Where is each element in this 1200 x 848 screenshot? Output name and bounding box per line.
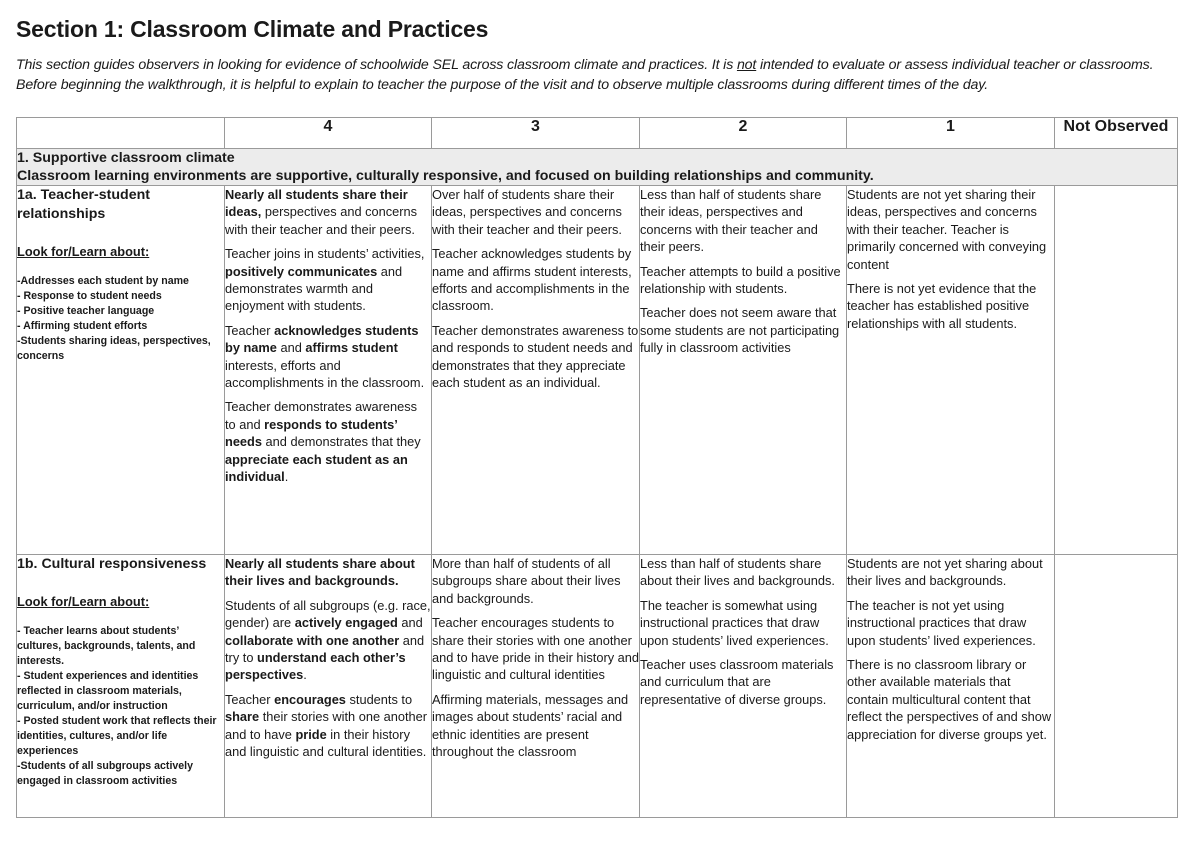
descriptor: Teacher does not seem aware that some students are not participating fully in classroom activities [640,305,840,356]
intro-text-start: This section guides observers in looking for evidence of schoolwide SEL across classroom climate and practices. It is [16,57,737,73]
level-4-cell [225,555,432,818]
criterion-name: 1a. Teacher-student relationships [17,187,150,222]
level-4-cell [225,186,432,555]
descriptor: The teacher is somewhat using instructional practices that draw upon students’ lived experiences. [640,597,829,648]
descriptor: Nearly all students share their ideas, perspectives and concerns with their teacher and their peers. [225,187,418,237]
not-observed-cell[interactable] [1055,186,1178,555]
intro-paragraph [16,56,1192,95]
descriptor: There is no classroom library or other available materials that contain multicultural content that reflect the perspectives of and show appreciation for diverse groups yet. [847,657,1052,742]
section-header [17,149,1178,186]
descriptor: Teacher acknowledges students by name and affirms student interests, efforts and accomplishments in the classroom. [225,322,425,391]
descriptor: The teacher is not yet using instructional practices that draw upon students’ lived experiences. [847,597,1036,648]
level-2-cell [640,186,847,555]
criterion-cell [17,555,225,818]
criterion-name: 1b. Cultural responsiveness [17,556,207,572]
criterion-cell [17,186,225,555]
look-for-list [17,274,224,364]
table-row [17,555,1178,818]
list-item: -Students of all subgroups actively engaged in classroom activities [17,760,194,787]
section-header-row [17,149,1178,186]
descriptor: Teacher demonstrates awareness to and responds to students’ needs and demonstrates that they appreciate each student as an individual. [225,399,421,485]
level-2-cell [640,555,847,818]
intro-underlined-word: not [736,57,757,73]
level-3-cell [432,555,640,818]
header-blank [17,118,225,149]
list-item: - Posted student work that reflects their identities, cultures, and/or life experiences [17,715,217,757]
descriptor: Teacher encourages students to share their stories with one another and to have pride in their history and linguistic and cultural identities [432,615,640,683]
list-item: - Positive teacher language [17,305,155,317]
header-not-observed: Not Observed [1055,118,1178,149]
list-item: -Addresses each student by name [17,275,189,287]
descriptor: Over half of students share their ideas, perspectives and concerns with their teacher and their peers. [432,187,622,237]
descriptor: Students of all subgroups (e.g. race, gender) are actively engaged and collaborate with one another and try to understand each other’s perspectives. [225,597,431,683]
look-for-heading: Look for/Learn about: [17,244,150,259]
not-observed-cell[interactable] [1055,555,1178,818]
descriptor: Students are not yet sharing their ideas, perspectives and concerns with their teacher. Teacher is primarily concerned with conveying content [847,187,1047,272]
descriptor: Nearly all students share about their lives and backgrounds. [225,556,415,589]
descriptor: Teacher joins in students’ activities, positively communicates and demonstrates warmth and enjoyment with students. [225,246,425,314]
descriptor: Teacher encourages students to share their stories with one another and to have pride in their history and linguistic and cultural identities. [225,691,428,760]
rubric-table [16,117,1178,818]
descriptor: Teacher demonstrates awareness to and responds to student needs and demonstrates that they appreciate each student as an individual. [432,322,639,391]
descriptor: Less than half of students share about their lives and backgrounds. [640,556,835,589]
look-for-heading: Look for/Learn about: [17,594,150,609]
header-level-1: 1 [847,118,1055,149]
rubric-header-row [17,118,1178,149]
page-title: Section 1: Classroom Climate and Practices [16,16,489,42]
level-1-cell [847,186,1055,555]
descriptor: Teacher uses classroom materials and curriculum that are representative of diverse groups. [640,657,834,707]
list-item: - Response to student needs [17,290,162,302]
descriptor: Less than half of students share their ideas, perspectives and concerns with their teacher and their peers. [640,187,822,255]
look-for-list [17,624,224,789]
descriptor: Affirming materials, messages and images about students’ racial and ethnic identities are present throughout the classroom [432,691,629,760]
header-level-3: 3 [432,118,640,149]
section-title: 1. Supportive classroom climate [17,150,235,166]
level-3-cell [432,186,640,555]
descriptor: Students are not yet sharing about their lives and backgrounds. [847,556,1043,589]
list-item: - Teacher learns about students’ cultures, backgrounds, talents, and interests. [17,625,196,667]
descriptor: Teacher attempts to build a positive relationship with students. [640,263,841,297]
level-1-cell [847,555,1055,818]
header-level-4: 4 [225,118,432,149]
descriptor: There is not yet evidence that the teacher has established positive relationships with all students. [847,281,1037,331]
list-item: - Affirming student efforts [17,320,148,332]
header-level-2: 2 [640,118,847,149]
table-row [17,186,1178,555]
descriptor: Teacher acknowledges students by name and affirms student interests, efforts and accomplishments in the classroom. [432,246,632,314]
descriptor: More than half of students of all subgroups share about their lives and backgrounds. [432,556,621,606]
list-item: -Students sharing ideas, perspectives, concerns [17,335,211,362]
section-subtitle: Classroom learning environments are supportive, culturally responsive, and focused on building relationships and community. [17,168,874,184]
intro-text-end: intended to evaluate or assess individual teacher or classrooms. Before beginning the walkthrough, it is helpful to explain to teacher the purpose of the visit and to observe multiple classrooms during different times of the day. [16,57,1154,93]
list-item: - Student experiences and identities reflected in classroom materials, curriculum, and/or instruction [17,670,199,712]
